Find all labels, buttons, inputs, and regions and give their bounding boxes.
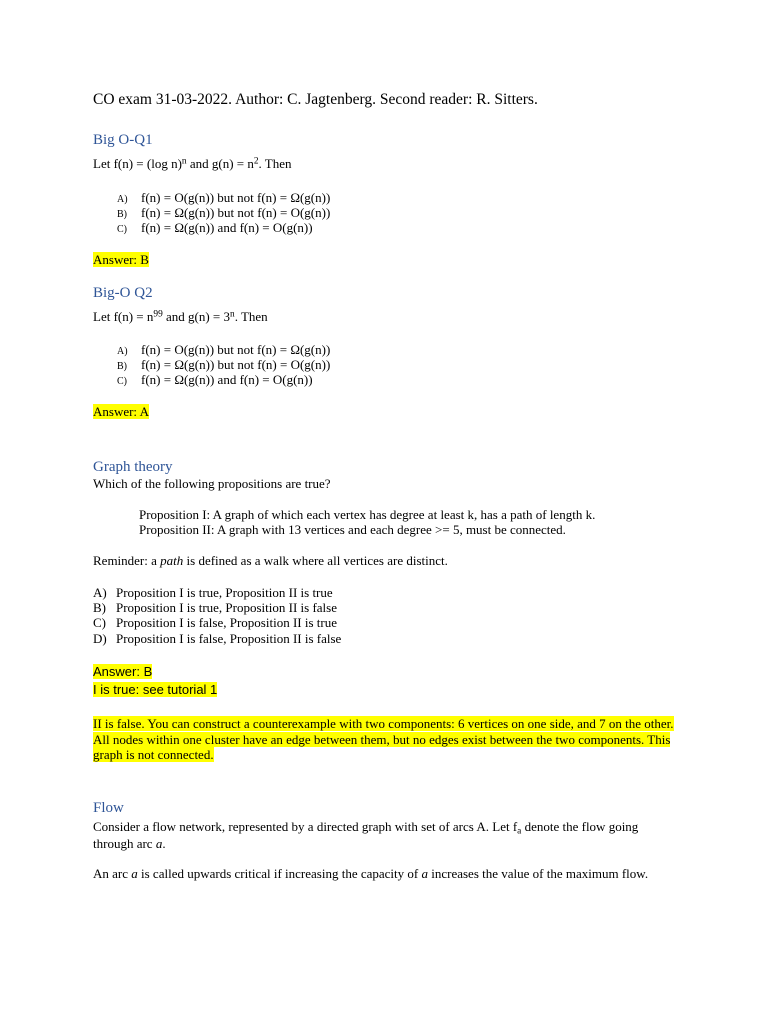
p2-post: increases the value of the maximum flow.	[427, 866, 649, 881]
option-label: A)	[117, 346, 128, 357]
p2-em1: a	[131, 866, 138, 881]
option-text: f(n) = Ω(g(n)) but not f(n) = O(g(n))	[141, 205, 331, 220]
document-title: CO exam 31-03-2022. Author: C. Jagtenberg. Second reader: R. Sitters.	[93, 91, 538, 108]
option-label: C)	[117, 376, 127, 387]
p1-post: .	[162, 836, 166, 851]
option-label: A)	[117, 194, 128, 205]
q1-option-a	[117, 190, 330, 206]
q1-stem-exp1: n	[181, 156, 187, 167]
option-text: f(n) = Ω(g(n)) but not f(n) = O(g(n))	[141, 357, 331, 372]
reminder-pre: Reminder: a	[93, 553, 161, 568]
option-text: f(n) = O(g(n)) but not f(n) = Ω(g(n))	[141, 342, 331, 357]
q2-stem-exp1: 99	[153, 309, 163, 320]
option-label: C)	[93, 615, 106, 630]
option-label: D)	[93, 631, 107, 646]
option-text: f(n) = Ω(g(n)) and f(n) = O(g(n))	[141, 372, 313, 387]
q2-stem-mid: and g(n) = 3	[162, 309, 231, 324]
q3-reminder	[93, 553, 448, 569]
p2-mid: is called upwards critical if increasing the capacity of	[137, 866, 422, 881]
heading-graph-theory: Graph theory	[93, 459, 173, 475]
option-text: Proposition I is false, Proposition II is false	[116, 631, 342, 646]
option-text: Proposition I is false, Proposition II is true	[116, 615, 337, 630]
option-text: f(n) = O(g(n)) but not f(n) = Ω(g(n))	[141, 190, 331, 205]
q1-stem-post: . Then	[258, 156, 292, 171]
q1-option-b	[117, 205, 330, 221]
q3-explanation: II is false. You can construct a counterexample with two components: 6 vertices on one side, and 7 on the other. All nodes within one cluster have an edge between them, but no edges exist between the two components. This graph is not connected.	[93, 716, 674, 762]
q3-answer: Answer: B	[93, 664, 153, 679]
p1-em: a	[155, 836, 163, 851]
p1-mid: denote the flow going through arc	[93, 819, 639, 851]
q2-option-c	[117, 372, 313, 388]
option-label: A)	[93, 585, 107, 600]
q1-option-c	[117, 220, 313, 236]
q3-proposition-1: Proposition I: A graph of which each vertex has degree at least k, has a path of length k.	[139, 507, 596, 522]
q4-paragraph-1	[93, 818, 673, 852]
q2-answer: Answer: A	[93, 404, 149, 419]
q3-proposition-2: Proposition II: A graph with 13 vertices and each degree >= 5, must be connected.	[139, 522, 566, 537]
p1-sub: a	[517, 826, 522, 837]
q3-option-a	[93, 585, 333, 601]
option-label: B)	[117, 361, 127, 372]
p1-pre: Consider a flow network, represented by a directed graph with set of arcs A. Let f	[93, 819, 518, 834]
q1-stem-exp2: 2	[253, 156, 259, 167]
q3-answer-note: I is true: see tutorial 1	[93, 682, 218, 697]
q3-option-c	[93, 615, 337, 631]
option-label: B)	[93, 600, 106, 615]
q2-option-a	[117, 342, 330, 358]
reminder-post: is defined as a walk where all vertices are distinct.	[183, 553, 448, 568]
heading-flow: Flow	[93, 800, 124, 816]
heading-big-o-q2: Big-O Q2	[93, 285, 153, 301]
q1-stem-pre: Let f(n) = (log n)	[93, 156, 182, 171]
q2-stem-exp2: n	[230, 309, 235, 320]
q1-stem	[93, 156, 292, 172]
option-label: B)	[117, 209, 127, 220]
q2-stem	[93, 309, 268, 325]
q3-stem: Which of the following propositions are true?	[93, 476, 331, 491]
q1-answer: Answer: B	[93, 252, 149, 267]
q2-stem-pre: Let f(n) = n	[93, 309, 154, 324]
reminder-em: path	[160, 553, 184, 568]
p2-pre: An arc	[93, 866, 132, 881]
q3-option-b	[93, 600, 337, 616]
q3-option-d	[93, 631, 341, 647]
option-text: f(n) = Ω(g(n)) and f(n) = O(g(n))	[141, 220, 313, 235]
option-text: Proposition I is true, Proposition II is false	[116, 600, 337, 615]
option-text: Proposition I is true, Proposition II is true	[116, 585, 333, 600]
q1-stem-mid: and g(n) = n	[186, 156, 254, 171]
q2-stem-post: . Then	[234, 309, 268, 324]
q4-paragraph-2	[93, 866, 673, 882]
option-label: C)	[117, 224, 127, 235]
q2-option-b	[117, 357, 330, 373]
heading-big-o-q1: Big O-Q1	[93, 132, 153, 148]
p2-em2: a	[421, 866, 428, 881]
